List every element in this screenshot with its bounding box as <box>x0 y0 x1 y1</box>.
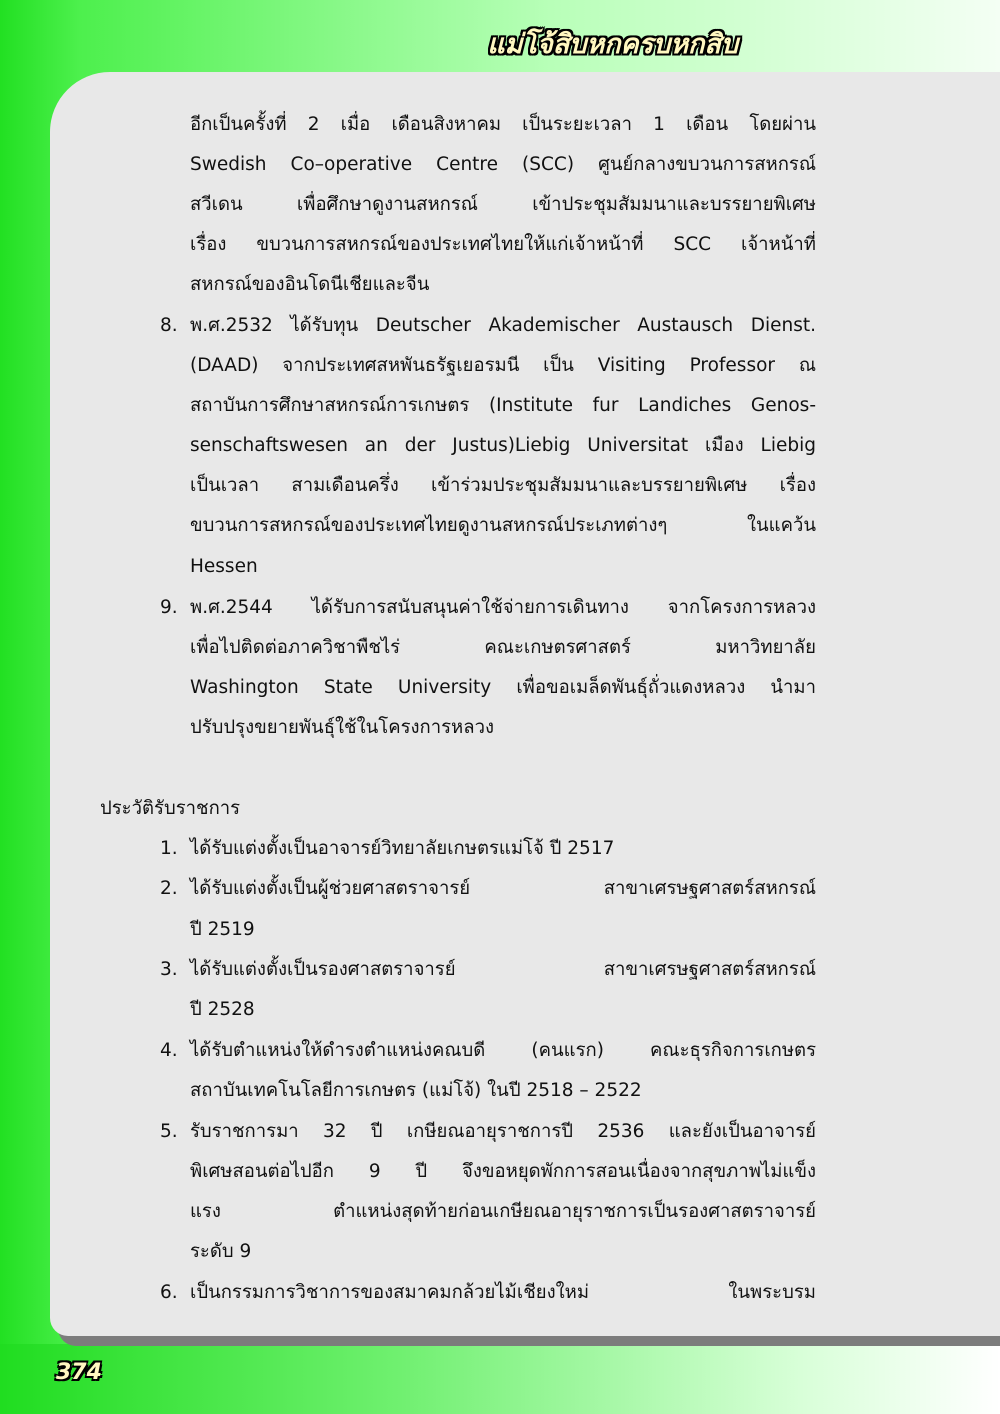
paragraph-line: อีกเป็นครั้งที่ 2 เมื่อ เดือนสิงหาคม เป็นระยะเวลา 1 เดือน โดยผ่าน <box>190 114 816 135</box>
list-item-line: ปี 2519 <box>190 919 255 940</box>
list-item-line: พ.ศ.2544 ได้รับการสนับสนุนค่าใช้จ่ายการเดินทาง จากโครงการหลวง <box>190 597 816 618</box>
list-number: 9. <box>160 597 178 618</box>
list-item-line: แรง ตำแหน่งสุดท้ายก่อนเกษียณอายุราชการเป็นรองศาสตราจารย์ <box>190 1201 816 1222</box>
list-item-line: (DAAD) จากประเทศสหพันธรัฐเยอรมนี เป็น Visiting Professor ณ <box>190 355 816 376</box>
list-item-line: ได้รับตำแหน่งให้ดำรงตำแหน่งคณบดี (คนแรก) คณะธุรกิจการเกษตร <box>190 1040 816 1061</box>
list-number: 6. <box>160 1282 178 1303</box>
paragraph-line: เรื่อง ขบวนการสหกรณ์ของประเทศไทยให้แก่เจ้าหน้าที่ SCC เจ้าหน้าที่ <box>190 234 816 255</box>
list-item-line: พิเศษสอนต่อไปอีก 9 ปี จึงขอหยุดพักการสอนเนื่องจากสุขภาพไม่แข็ง <box>190 1161 816 1182</box>
list-item-line: ขบวนการสหกรณ์ของประเทศไทยดูงานสหกรณ์ประเภทต่างๆ ในแคว้น <box>190 515 816 536</box>
list-number: 1. <box>160 838 178 859</box>
list-number: 8. <box>160 315 178 336</box>
book-title: แม่โจ้สิบหกครบหกสิบ <box>487 29 738 60</box>
bottom-green-band <box>0 1344 1000 1414</box>
list-item-line: Hessen <box>190 556 258 577</box>
list-item-line: ระดับ 9 <box>190 1241 252 1262</box>
paragraph-line: Swedish Co–operative Centre (SCC) ศูนย์กลางขบวนการสหกรณ์ <box>190 154 816 175</box>
list-item-line: ได้รับแต่งตั้งเป็นรองศาสตราจารย์ สาขาเศรษฐศาสตร์สหกรณ์ <box>190 959 816 980</box>
page-number: 374 <box>56 1360 102 1385</box>
list-item-line: รับราชการมา 32 ปี เกษียณอายุราชการปี 2536 และยังเป็นอาจารย์ <box>190 1121 816 1142</box>
list-item-line: ได้รับแต่งตั้งเป็นผู้ช่วยศาสตราจารย์ สาขาเศรษฐศาสตร์สหกรณ์ <box>190 878 816 899</box>
list-number: 5. <box>160 1121 178 1142</box>
list-number: 3. <box>160 959 178 980</box>
paragraph-line: สวีเดน เพื่อศึกษาดูงานสหกรณ์ เข้าประชุมสัมมนาและบรรยายพิเศษ <box>190 194 816 215</box>
content-panel <box>50 72 1000 1336</box>
list-item-line: พ.ศ.2532 ได้รับทุน Deutscher Akademischer Austausch Dienst. <box>190 315 816 336</box>
list-item-line: ปรับปรุงขยายพันธุ์ใช้ในโครงการหลวง <box>190 717 495 738</box>
list-number: 4. <box>160 1040 178 1061</box>
list-item-line: สถาบันการศึกษาสหกรณ์การเกษตร (Institute fur Landiches Genos- <box>190 395 816 416</box>
list-number: 2. <box>160 878 178 899</box>
list-item-line: สถาบันเทคโนโลยีการเกษตร (แม่โจ้) ในปี 2518 – 2522 <box>190 1080 642 1101</box>
list-item-line: ปี 2528 <box>190 999 255 1020</box>
list-item-line: senschaftswesen an der Justus)Liebig Universitat เมือง Liebig <box>190 435 816 456</box>
list-item-line: เป็นกรรมการวิชาการของสมาคมกล้วยไม้เชียงใหม่ ในพระบรม <box>190 1282 816 1303</box>
section-heading: ประวัติรับราชการ <box>100 798 241 819</box>
list-item-line: ได้รับแต่งตั้งเป็นอาจารย์วิทยาลัยเกษตรแม่โจ้ ปี 2517 <box>190 838 615 859</box>
list-item-line: Washington State University เพื่อขอเมล็ดพันธุ์ถั่วแดงหลวง นำมา <box>190 677 816 698</box>
paragraph-line: สหกรณ์ของอินโดนีเชียและจีน <box>190 274 430 295</box>
list-item-line: เพื่อไปติดต่อภาควิชาพืชไร่ คณะเกษตรศาสตร์ มหาวิทยาลัย <box>190 637 816 658</box>
list-item-line: เป็นเวลา สามเดือนครึ่ง เข้าร่วมประชุมสัมมนาและบรรยายพิเศษ เรื่อง <box>190 475 816 496</box>
